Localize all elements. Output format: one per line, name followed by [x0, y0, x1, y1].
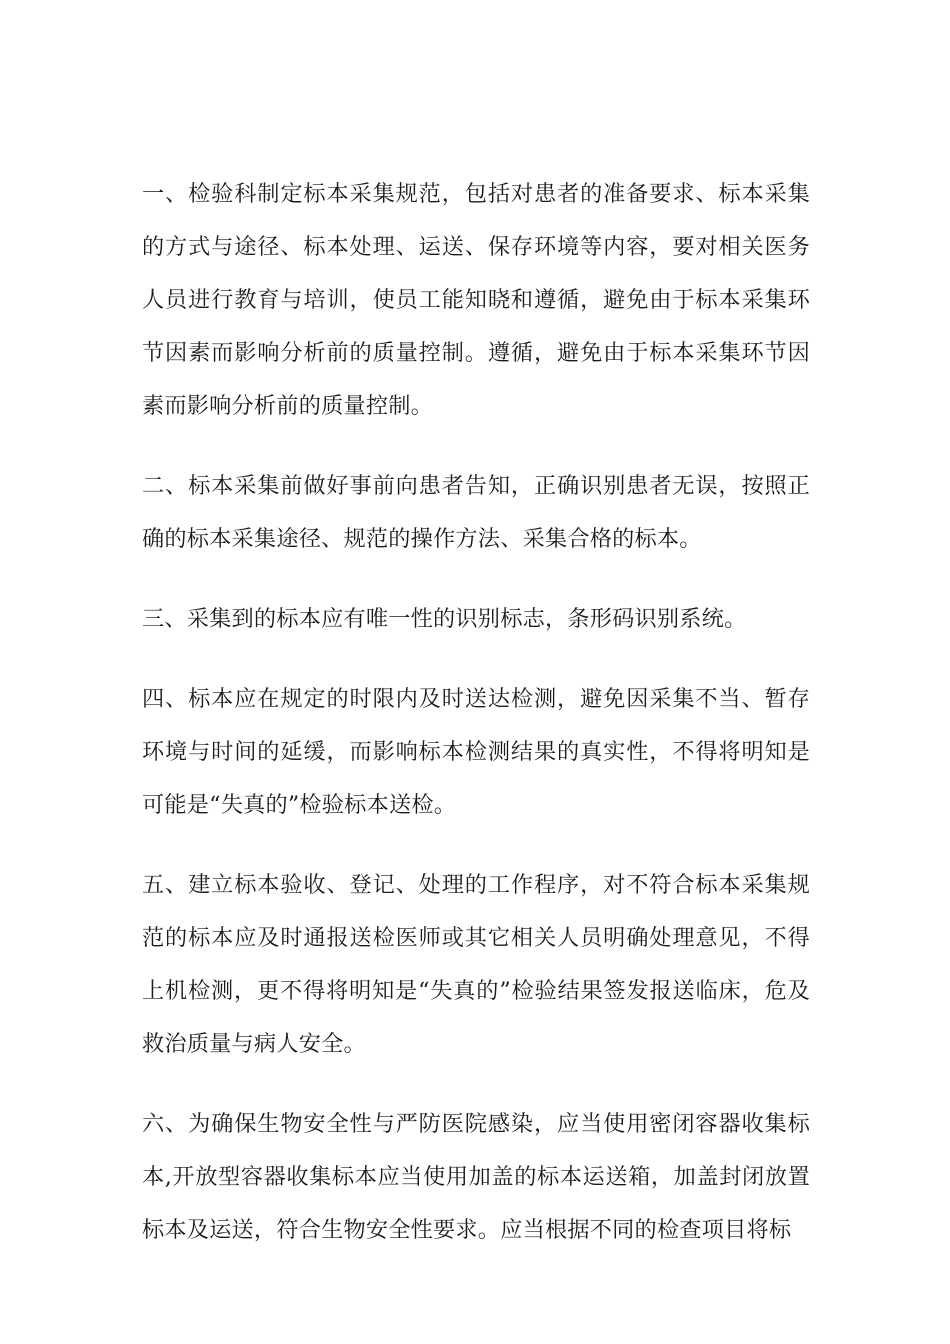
- paragraph-1: 一、检验科制定标本采集规范，包括对患者的准备要求、标本采集的方式与途径、标本处理、运送、保存环境等内容，要对相关医务人员进行教育与培训，使员工能知晓和遵循，避免由于标本采集环节因素而影响分析前的质量控制。遵循，避免由于标本采集环节因素而影响分析前的质量控制。: [142, 181, 810, 419]
- paragraph-3: 三、采集到的标本应有唯一性的识别标志，条形码识别系统。: [142, 606, 747, 632]
- document-body: [142, 168, 810, 1284]
- paragraph-4: 四、标本应在规定的时限内及时送达检测，避免因采集不当、暂存环境与时间的延缓，而影响标本检测结果的真实性，不得将明知是可能是“失真的”检验标本送检。: [142, 686, 810, 818]
- paragraph-2: 二、标本采集前做好事前向患者告知，正确识别患者无误，按照正确的标本采集途径、规范的操作方法、采集合格的标本。: [142, 473, 810, 552]
- paragraph-6: 六、为确保生物安全性与严防医院感染，应当使用密闭容器收集标本,开放型容器收集标本应当使用加盖的标本运送箱，加盖封闭放置标本及运送，符合生物安全性要求。应当根据不同的检查项目将标: [142, 1111, 810, 1243]
- paragraph-5: 五、建立标本验收、登记、处理的工作程序，对不符合标本采集规范的标本应及时通报送检医师或其它相关人员明确处理意见，不得上机检测，更不得将明知是“失真的”检验结果签发报送临床，危及救治质量与病人安全。: [142, 872, 810, 1057]
